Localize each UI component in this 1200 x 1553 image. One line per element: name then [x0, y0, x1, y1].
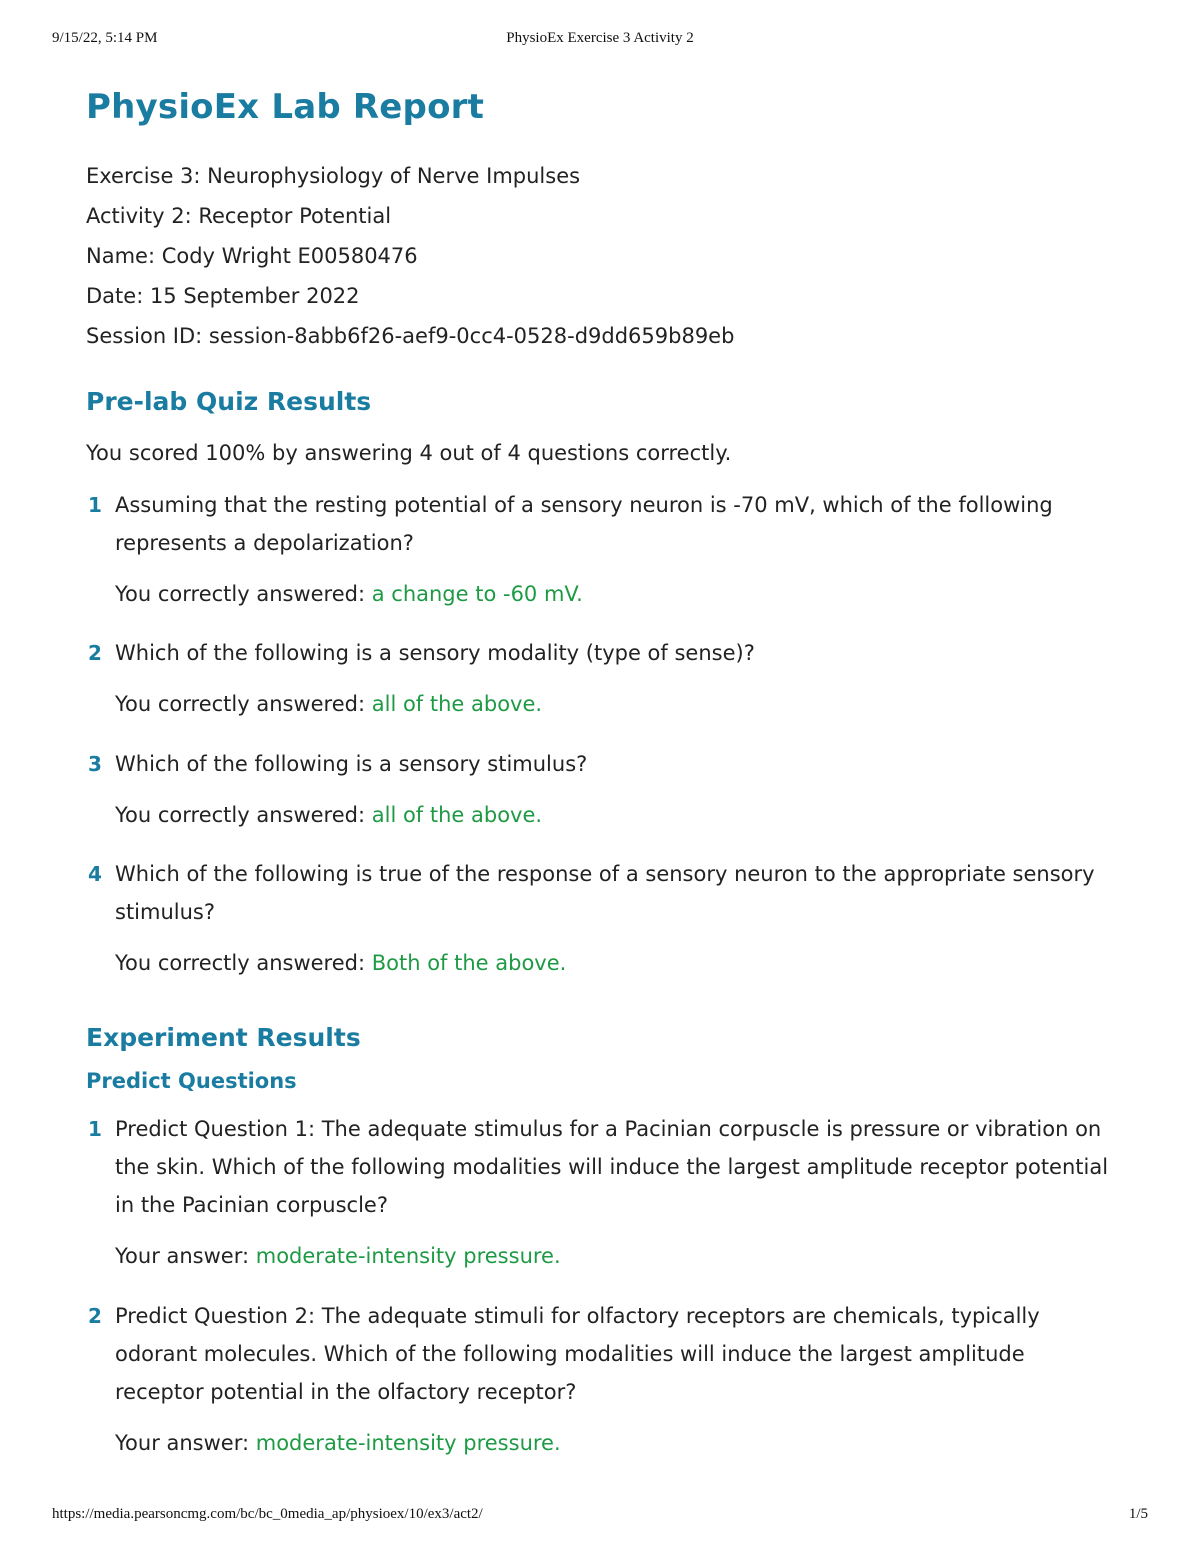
- question-answer: [115, 1424, 1114, 1462]
- date-line: Date: 15 September 2022: [86, 284, 360, 308]
- question-number: 3: [88, 752, 102, 776]
- predict-question-2: [86, 1297, 1114, 1462]
- answer-prefix: You correctly answered:: [115, 582, 372, 606]
- session-line: Session ID: session-8abb6f26-aef9-0cc4-0528-d9dd659b89eb: [86, 324, 735, 348]
- print-title: PhysioEx Exercise 3 Activity 2: [506, 30, 694, 46]
- answer-value: all of the above.: [371, 692, 543, 716]
- answer-value: all of the above.: [371, 803, 543, 827]
- question-text: Which of the following is true of the response of a sensory neuron to the appropriate sensory stimulus?: [115, 862, 1095, 924]
- activity-line: Activity 2: Receptor Potential: [86, 204, 392, 228]
- report-content: [86, 80, 1114, 1462]
- answer-prefix: Your answer:: [115, 1244, 256, 1268]
- question-number: 2: [88, 1304, 102, 1328]
- name-line: Name: Cody Wright E00580476: [86, 244, 418, 268]
- answer-prefix: You correctly answered:: [115, 951, 372, 975]
- prelab-score: You scored 100% by answering 4 out of 4 questions correctly.: [86, 441, 732, 465]
- answer-prefix: Your answer:: [115, 1431, 256, 1455]
- predict-subheading: Predict Questions: [86, 1069, 297, 1093]
- answer-value: a change to -60 mV.: [371, 582, 583, 606]
- answer-prefix: You correctly answered:: [115, 803, 372, 827]
- print-datetime: 9/15/22, 5:14 PM: [52, 30, 158, 46]
- question-text: Assuming that the resting potential of a sensory neuron is -70 mV, which of the following represents a depolarization?: [115, 493, 1053, 555]
- question-text: Predict Question 2: The adequate stimuli for olfactory receptors are chemicals, typically odorant molecules. Which of the following modalities will induce the largest amplitude receptor potential in the olfactory receptor?: [115, 1304, 1040, 1404]
- question-answer: [115, 944, 1114, 982]
- footer-url[interactable]: https://media.pearsoncmg.com/bc/bc_0media_ap/physioex/10/ex3/act2/: [52, 1506, 483, 1522]
- question-number: 1: [88, 493, 102, 517]
- answer-value: moderate-intensity pressure.: [255, 1244, 561, 1268]
- question-number: 2: [88, 641, 102, 665]
- report-meta: [86, 156, 1114, 356]
- prelab-question-3: [86, 745, 1114, 834]
- question-number: 4: [88, 862, 102, 886]
- prelab-heading: Pre-lab Quiz Results: [86, 387, 372, 416]
- predict-question-1: [86, 1110, 1114, 1275]
- answer-prefix: You correctly answered:: [115, 692, 372, 716]
- question-text: Which of the following is a sensory modality (type of sense)?: [115, 641, 755, 665]
- answer-value: Both of the above.: [371, 951, 567, 975]
- experiment-heading: Experiment Results: [86, 1023, 361, 1052]
- question-text: Which of the following is a sensory stimulus?: [115, 752, 588, 776]
- question-answer: [115, 685, 1114, 723]
- question-answer: [115, 575, 1114, 613]
- question-text: Predict Question 1: The adequate stimulus for a Pacinian corpuscle is pressure or vibration on the skin. Which of the following modalities will induce the largest amplitude receptor potential in the Pacinian corpuscle?: [115, 1117, 1109, 1217]
- prelab-question-1: [86, 486, 1114, 613]
- page-title: PhysioEx Lab Report: [86, 87, 485, 127]
- answer-value: moderate-intensity pressure.: [255, 1431, 561, 1455]
- question-answer: [115, 796, 1114, 834]
- prelab-question-2: [86, 634, 1114, 723]
- page-number: 1/5: [1128, 1506, 1148, 1522]
- prelab-question-4: [86, 855, 1114, 982]
- question-answer: [115, 1237, 1114, 1275]
- question-number: 1: [88, 1117, 102, 1141]
- exercise-line: Exercise 3: Neurophysiology of Nerve Impulses: [86, 164, 581, 188]
